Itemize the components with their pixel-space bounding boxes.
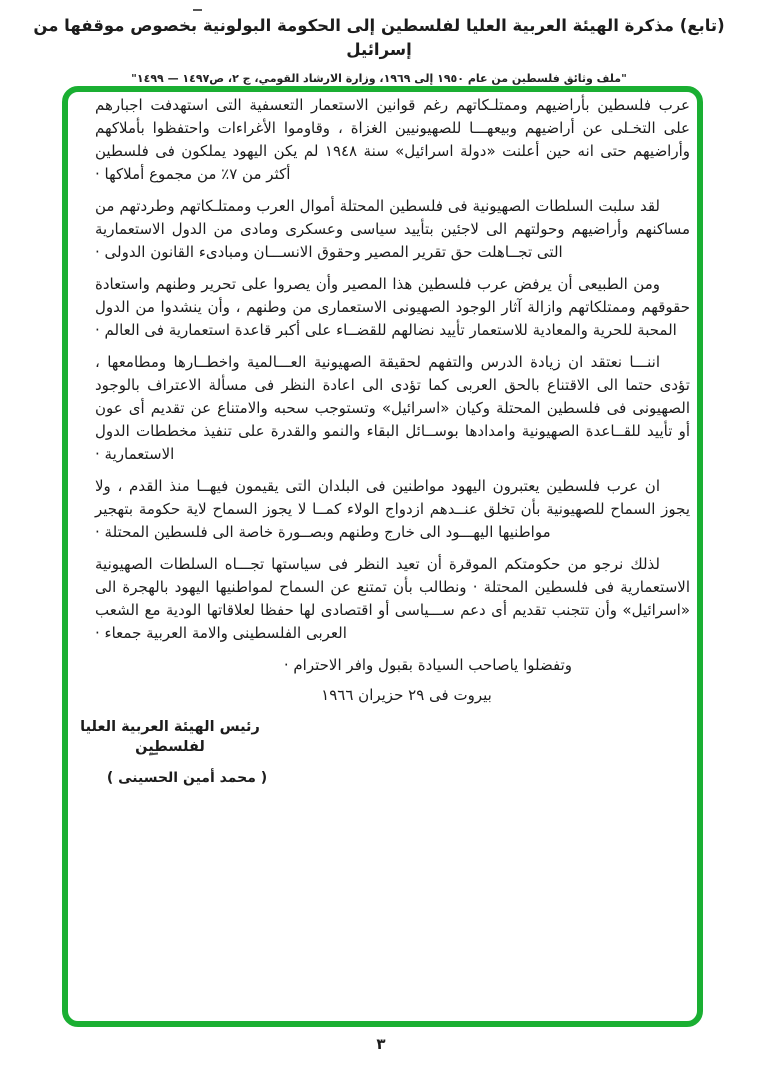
document-title: (تابع) مذكرة الهيئة العربية العليا لفلسطين إلى الحكومة البولونية بخصوص موقفها من إسرائيل: [33, 16, 725, 59]
signature-block: [45, 717, 295, 788]
date-place-line: بيروت فى ٢٩ حزيران ١٩٦٦: [321, 686, 492, 704]
body-paragraph: عرب فلسطين بأراضيهم وممتلـكاتهم رغم قوانين الاستعمار التعسفية التى استهدفت اجبارهم على التخـلى عن أراضيهم وبيعهـــا للصهيونيين الغزاة ، وقاوموا الأغراءات واحتفظوا بأملاكهم وأراضيهم حتى انه حين أعلنت «دولة اسرائيل» سنة ١٩٤٨ لم يكن اليهود يملكون فى فلسطين أكثر من ٧٪ من مجموع أملاكها ·: [95, 96, 691, 183]
document-header: [0, 14, 758, 86]
document-source-citation: "ملف وثائق فلسطين من عام ١٩٥٠ إلى ١٩٦٩، وزارة الارشاد القومي، ج ٢، ص١٤٩٧ — ١٤٩٩": [131, 72, 627, 85]
body-paragraph: ومن الطبيعى أن يرفض عرب فلسطين هذا المصير وأن يصروا على تحرير وطنهم واستعادة حقوقهم وممتلكاتهم وازالة آثار الوجود الصهيونى الاستعمارى من وطنهم ، وأن ينشدوا من الدول المحبة للحرية والمعادية للاستعمار تأييد نضالهم للقضــاء على أكبر قاعدة استعمارية فى العالم ·: [95, 275, 690, 339]
signature-title: رئيس الهيئة العربية العليا لفلسطين: [80, 719, 260, 755]
document-body: [80, 94, 691, 788]
signature-name: ( محمد أمين الحسينى ): [106, 770, 268, 786]
page-number: ٣: [376, 1035, 386, 1053]
scan-artifact: [193, 9, 202, 11]
body-paragraph: لقد سلبت السلطات الصهيونية فى فلسطين المحتلة أموال العرب وممتلـكاتهم وطردتهم من مساكنهم وأراضيهم وحولتهم الى لاجئين بتأييد سياسى وعسكرى ومادى من الدول الاستعمارية التى تجــاهلت حق تقرير المصير وحقوق الانســـان ومبادىء القانون الدولى ·: [95, 197, 690, 261]
body-paragraph: ان عرب فلسطين يعتبرون اليهود مواطنين فى البلدان التى يقيمون فيهــا منذ القدم ، ولا يجوز السماح للصهيونية بأن تخلق عنــدهم ازدواج الولاء كمــا لا يجوز السماح لاية حكومة بتهجير مواطنيها اليهـــود الى خارج وطنهم وبصــورة خاصة الى فلسطين المحتلة ·: [95, 477, 690, 541]
closing-salutation: وتفضلوا ياصاحب السيادة بقبول وافر الاحترام ·: [283, 656, 572, 674]
body-paragraph: اننـــا نعتقد ان زيادة الدرس والتفهم لحقيقة الصهيونية العـــالمية واخطــارها ومطامعها ، تؤدى حتما الى الاقتناع بالحق العربى كما تؤدى الى اعادة النظر فى مسألة الاعتراف بالوجود الصهيونى فى فلسطين المحتلة وكيان «اسرائيل» وتستوجب سحبه والامتناع عن تقديم أى عون أو تأييد للقــاعدة الصهيونية وامدادها بوســائل البقاء والنمو والقدرة على تنفيذ مخططات الدول الاستعمارية ·: [95, 353, 690, 463]
body-paragraph: لذلك نرجو من حكومتكم الموقرة أن تعيد النظر فى سياستها تجـــاه السلطات الصهيونية الاستعمارية فى فلسطين المحتلة · ونطالب بأن تمتنع عن السماح لمواطنيها اليهود بالهجرة الى «اسرائيل» وأن تتجنب تقديم أى دعم ســـياسى أو اقتصادى لها حفظا لعلاقاتها الودية مع الشعب العربى الفلسطينى والامة العربية جمعاء ·: [95, 555, 690, 642]
